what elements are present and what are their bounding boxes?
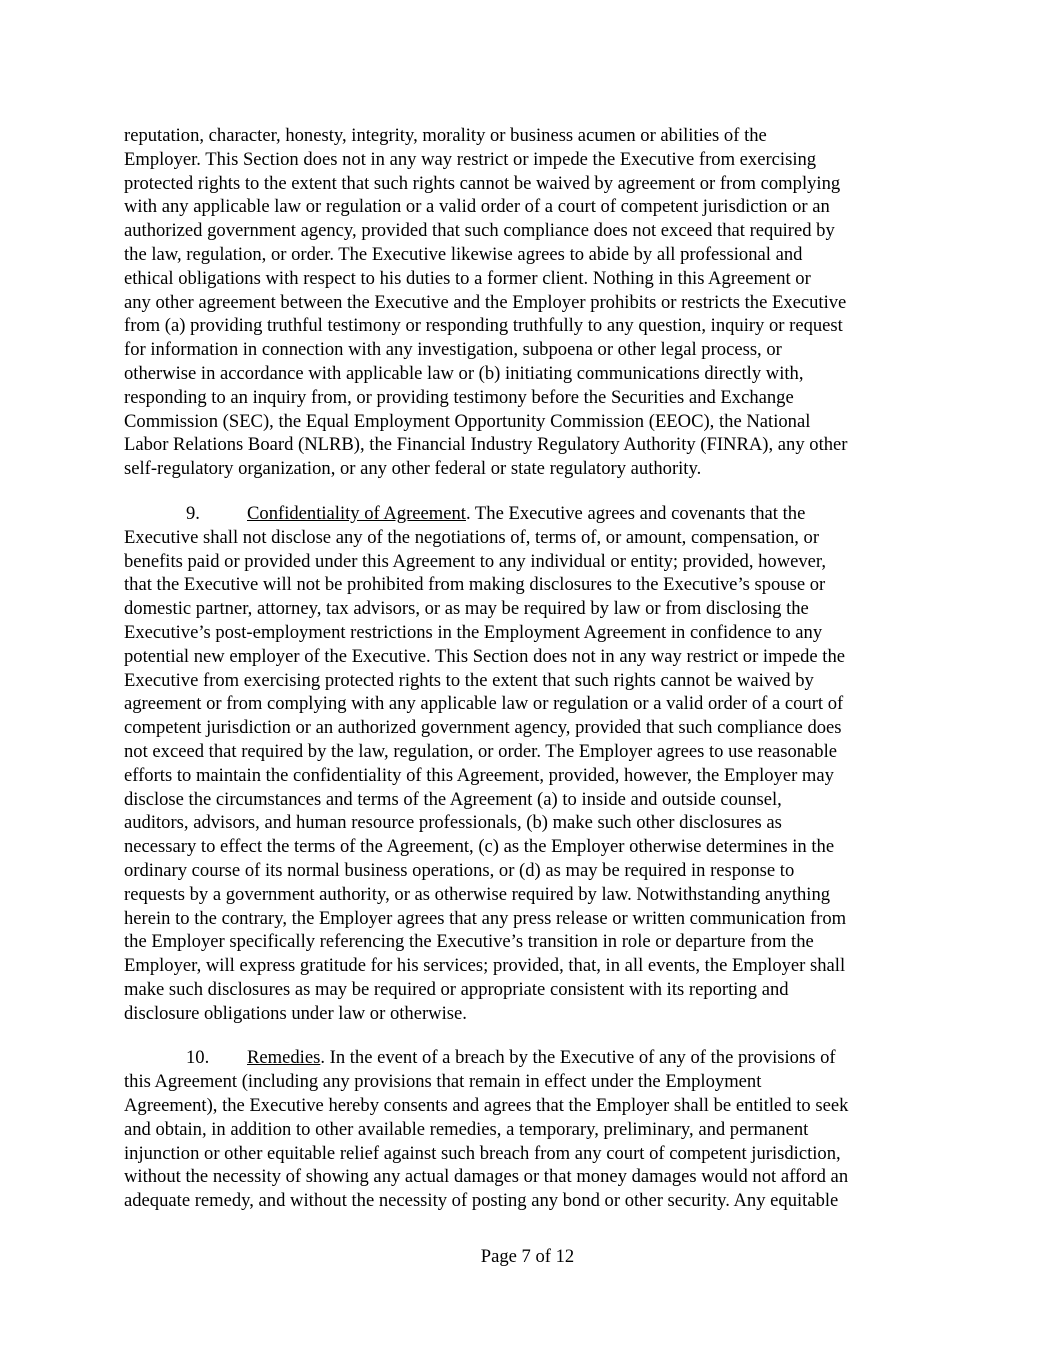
text-line: the Employer specifically referencing the Executive’s transition in role or departure from the <box>124 931 814 953</box>
text-line: agreement or from complying with any applicable law or regulation or a valid order of a court of <box>124 693 844 715</box>
text-line: this Agreement (including any provisions that remain in effect under the Employment <box>124 1071 762 1093</box>
paragraph-8-continued <box>124 124 930 481</box>
text-line: domestic partner, attorney, tax advisors, or as may be required by law or from disclosing the <box>124 598 809 620</box>
text-line: Agreement), the Executive hereby consents and agrees that the Employer shall be entitled to seek <box>124 1095 849 1117</box>
text-line: the law, regulation, or order. The Executive likewise agrees to abide by all professional and <box>124 243 803 265</box>
text-line: Executive shall not disclose any of the negotiations of, terms of, or amount, compensation, or <box>124 526 820 548</box>
text-line: Labor Relations Board (NLRB), the Financial Industry Regulatory Authority (FINRA), any other <box>124 434 848 456</box>
text-line: authorized government agency, provided that such compliance does not exceed that required by <box>124 220 835 242</box>
text-line: herein to the contrary, the Employer agrees that any press release or written communication from <box>124 907 847 929</box>
text-line: necessary to effect the terms of the Agreement, (c) as the Employer otherwise determines in the <box>124 836 835 858</box>
text-line: benefits paid or provided under this Agreement to any individual or entity; provided, however, <box>124 550 827 572</box>
page-number-footer: Page 7 of 12 <box>480 1246 575 1267</box>
text-line: ordinary course of its normal business operations, or (d) as may be required in response to <box>124 859 795 881</box>
text-line: from (a) providing truthful testimony or responding truthfully to any question, inquiry or request <box>124 315 843 337</box>
text-line: Employer, will express gratitude for his services; provided, that, in all events, the Employer shall <box>124 955 846 977</box>
text-line: disclosure obligations under law or otherwise. <box>124 1002 467 1024</box>
section-9-paragraph <box>124 502 930 1026</box>
text-line: that the Executive will not be prohibited from making disclosures to the Executive’s spouse or <box>124 574 826 596</box>
text-line: without the necessity of showing any actual damages or that money damages would not afford an <box>124 1166 849 1188</box>
text-line: any other agreement between the Executive and the Employer prohibits or restricts the Executive <box>124 291 847 313</box>
text-line: auditors, advisors, and human resource professionals, (b) make such other disclosures as <box>124 812 782 834</box>
text-line: injunction or other equitable relief against such breach from any court of competent jurisdiction, <box>124 1142 841 1164</box>
text-line: Executive’s post-employment restrictions in the Employment Agreement in confidence to any <box>124 621 823 643</box>
text-line: otherwise in accordance with applicable law or (b) initiating communications directly with, <box>124 362 804 384</box>
section-10-first-line <box>124 1046 930 1070</box>
text-line: potential new employer of the Executive. This Section does not in any way restrict or impede the <box>124 645 845 667</box>
text-line: responding to an inquiry from, or providing testimony before the Securities and Exchange <box>124 386 794 408</box>
section-9-first-line <box>124 502 930 526</box>
text-line: Executive from exercising protected rights to the extent that such rights cannot be waived by <box>124 669 814 691</box>
document-page <box>124 124 930 1213</box>
text-line: Employer. This Section does not in any way restrict or impede the Executive from exercising <box>124 148 817 170</box>
section-9-first-line-text: . The Executive agrees and covenants that the <box>465 502 806 524</box>
text-line: and obtain, in addition to other available remedies, a temporary, preliminary, and permanent <box>124 1118 809 1140</box>
section-10-heading: Remedies <box>247 1047 321 1069</box>
text-line: reputation, character, honesty, integrity, morality or business acumen or abilities of the <box>124 125 767 146</box>
text-line: ethical obligations with respect to his duties to a former client. Nothing in this Agreement or <box>124 267 811 289</box>
section-10-first-line-text: . In the event of a breach by the Executive of any of the provisions of <box>320 1047 836 1069</box>
text-line: adequate remedy, and without the necessity of posting any bond or other security. Any equitable <box>124 1190 839 1212</box>
section-9-heading: Confidentiality of Agreement <box>247 502 466 524</box>
paragraph-spacer <box>124 481 930 502</box>
text-line: protected rights to the extent that such rights cannot be waived by agreement or from complying <box>124 172 841 194</box>
text-line: self-regulatory organization, or any other federal or state regulatory authority. <box>124 458 702 480</box>
text-line: disclose the circumstances and terms of the Agreement (a) to inside and outside counsel, <box>124 788 782 810</box>
text-line: with any applicable law or regulation or a valid order of a court of competent jurisdiction or an <box>124 196 830 218</box>
section-10-paragraph <box>124 1046 930 1213</box>
text-line: competent jurisdiction or an authorized government agency, provided that such compliance does <box>124 717 842 739</box>
section-10-number: 10. <box>186 1047 210 1069</box>
text-line: Commission (SEC), the Equal Employment Opportunity Commission (EEOC), the National <box>124 410 811 432</box>
text-line: make such disclosures as may be required or appropriate consistent with its reporting and <box>124 978 789 1000</box>
text-line: efforts to maintain the confidentiality of this Agreement, provided, however, the Employer may <box>124 764 834 786</box>
text-line: requests by a government authority, or as otherwise required by law. Notwithstanding anything <box>124 883 831 905</box>
text-line: not exceed that required by the law, regulation, or order. The Employer agrees to use reasonable <box>124 740 838 762</box>
section-9-number: 9. <box>186 502 200 524</box>
paragraph-spacer <box>124 1025 930 1046</box>
text-line: for information in connection with any investigation, subpoena or other legal process, or <box>124 339 782 361</box>
